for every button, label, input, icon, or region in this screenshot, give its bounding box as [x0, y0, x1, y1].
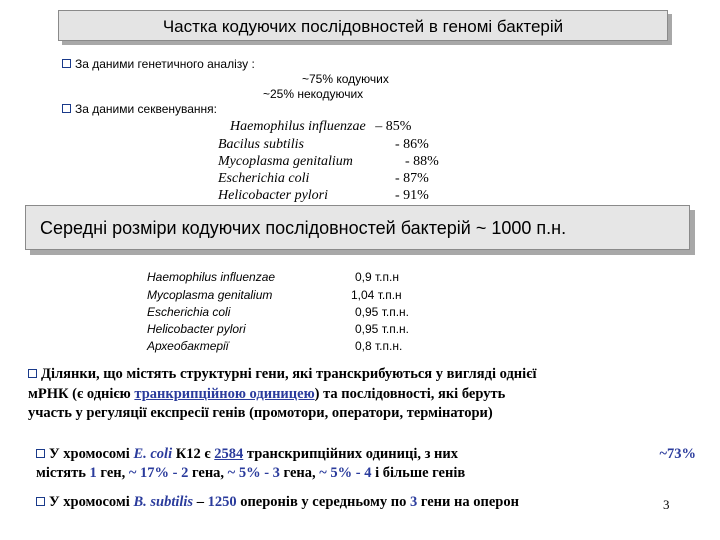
ecoli-line2: містять 1 ген, ~ 17% - 2 гена, ~ 5% - 3 гена, ~ 5% - 4 і більше генів: [36, 465, 466, 481]
size-value: 0,95 т.п.н.: [355, 322, 409, 336]
ecoli-line1: У хромосомі E. coli К12 є 2584 транскрипційних одиниці, з них ~73%: [36, 446, 696, 463]
bsubtilis-line: У хромосомі B. subtilis – 1250 оперонів у середньому по 3 гени на оперон: [36, 494, 519, 511]
seq-value: - 87%: [395, 171, 429, 186]
checkbox-bullet-icon: [62, 59, 71, 68]
seq-value: - 88%: [405, 154, 439, 169]
size-value: 1,04 т.п.н: [351, 288, 402, 302]
slide-title: Частка кодуючих послідовностей в геномі бактерій: [162, 17, 564, 36]
average-size-box: [25, 205, 690, 250]
seq-row: Helicobacter pylori: [218, 188, 329, 203]
size-value: 0,9 т.п.н: [355, 270, 399, 284]
size-value: 0,95 т.п.н.: [355, 305, 409, 319]
average-size-title: Середні розміри кодуючих послідовностей бактерій ~ 1000 п.н.: [40, 218, 567, 238]
size-name: Археобактерії: [147, 339, 229, 353]
checkbox-bullet-icon: [36, 449, 45, 458]
size-value: 0,8 т.п.н.: [355, 339, 403, 353]
page-number: 3: [663, 497, 670, 512]
seq-row: Mycoplasma genitalium: [218, 154, 353, 169]
seq-row: Bacilus subtilis: [218, 137, 304, 152]
genetic-coding: ~75% кодуючих: [302, 72, 389, 86]
genetic-heading: За даними генетичного аналізу :: [62, 57, 255, 71]
seq-value: - 86%: [395, 137, 429, 152]
operon-definition-line2: мРНК (є однією транкрипційною одиницею) та послідовності, які беруть: [28, 386, 506, 402]
checkbox-bullet-icon: [62, 104, 71, 113]
operon-definition-line1: Ділянки, що містять структурні гени, які транскрибуються у вигляді однієї: [28, 366, 537, 383]
genetic-noncoding: ~25% некодуючих: [263, 87, 364, 101]
size-name: Haemophilus influenzae: [147, 270, 276, 284]
seq-row: Escherichia coli: [218, 171, 310, 186]
checkbox-bullet-icon: [28, 369, 37, 378]
sequencing-heading: За даними секвенування:: [62, 102, 217, 116]
size-name: Helicobacter pylori: [147, 322, 246, 336]
size-name: Mycoplasma genitalium: [147, 288, 273, 302]
title-box: [58, 10, 668, 41]
seq-row: Haemophilus influenzae – 85%: [230, 119, 412, 134]
operon-definition-line3: участь у регуляції експресії генів (промотори, оператори, термінатори): [28, 405, 493, 421]
seq-value: - 91%: [395, 188, 429, 203]
size-name: Escherichia coli: [147, 305, 231, 319]
checkbox-bullet-icon: [36, 497, 45, 506]
